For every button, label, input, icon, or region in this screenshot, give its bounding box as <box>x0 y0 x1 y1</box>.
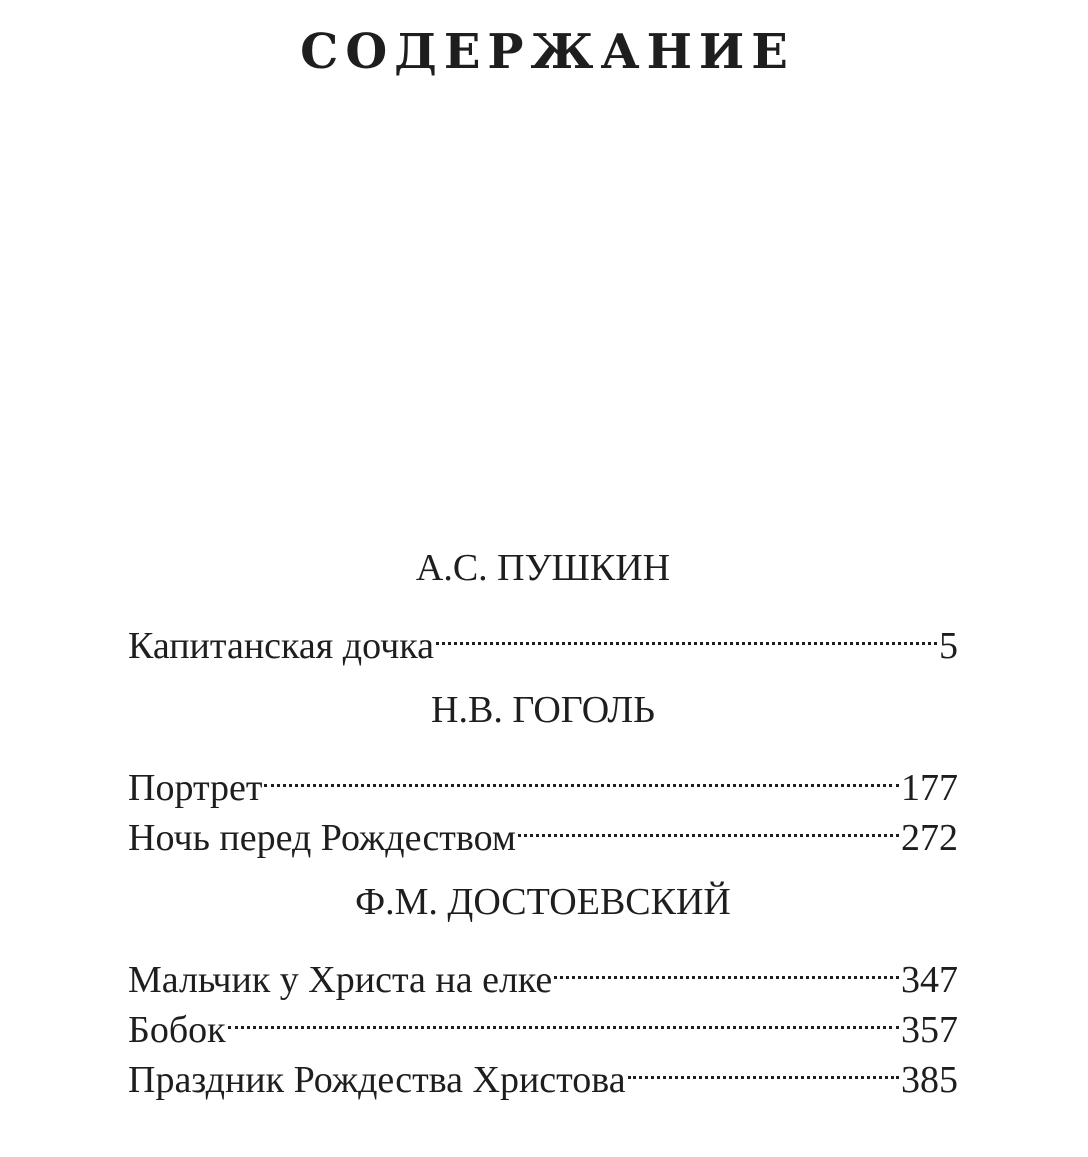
toc-section-gogol <box>128 682 958 859</box>
toc-entry[interactable] <box>128 942 958 1001</box>
author-heading: А.С. ПУШКИН <box>415 547 671 589</box>
entry-title: Праздник Рождества Христова <box>128 1059 626 1101</box>
toc-section-pushkin <box>128 540 958 667</box>
toc-entry[interactable] <box>128 1042 958 1101</box>
dot-leader <box>228 992 899 1042</box>
entry-title: Капитанская дочка <box>128 625 434 667</box>
dot-leader <box>436 608 937 658</box>
dot-leader <box>554 942 899 992</box>
entry-page-number: 272 <box>901 817 958 859</box>
toc-entry[interactable] <box>128 750 958 809</box>
author-heading: Н.В. ГОГОЛЬ <box>431 689 655 731</box>
entry-page-number: 347 <box>901 959 958 1001</box>
dot-leader <box>518 800 899 850</box>
entry-page-number: 177 <box>901 767 958 809</box>
page-title: СОДЕРЖАНИЕ <box>300 24 795 80</box>
entry-page-number: 385 <box>901 1059 958 1101</box>
toc-entry[interactable] <box>128 608 958 667</box>
toc-entry[interactable] <box>128 992 958 1051</box>
entry-page-number: 5 <box>939 625 958 667</box>
entry-title: Бобок <box>128 1009 226 1051</box>
entry-title: Ночь перед Рождеством <box>128 817 516 859</box>
entry-title: Мальчик у Христа на елке <box>128 959 553 1001</box>
dot-leader <box>628 1042 899 1092</box>
entry-page-number: 357 <box>901 1009 958 1051</box>
dot-leader <box>264 750 899 800</box>
entry-title: Портрет <box>128 767 263 809</box>
author-heading: Ф.М. ДОСТОЕВСКИЙ <box>355 881 731 923</box>
toc-section-dostoevsky <box>128 874 958 1101</box>
table-of-contents <box>128 540 958 1101</box>
